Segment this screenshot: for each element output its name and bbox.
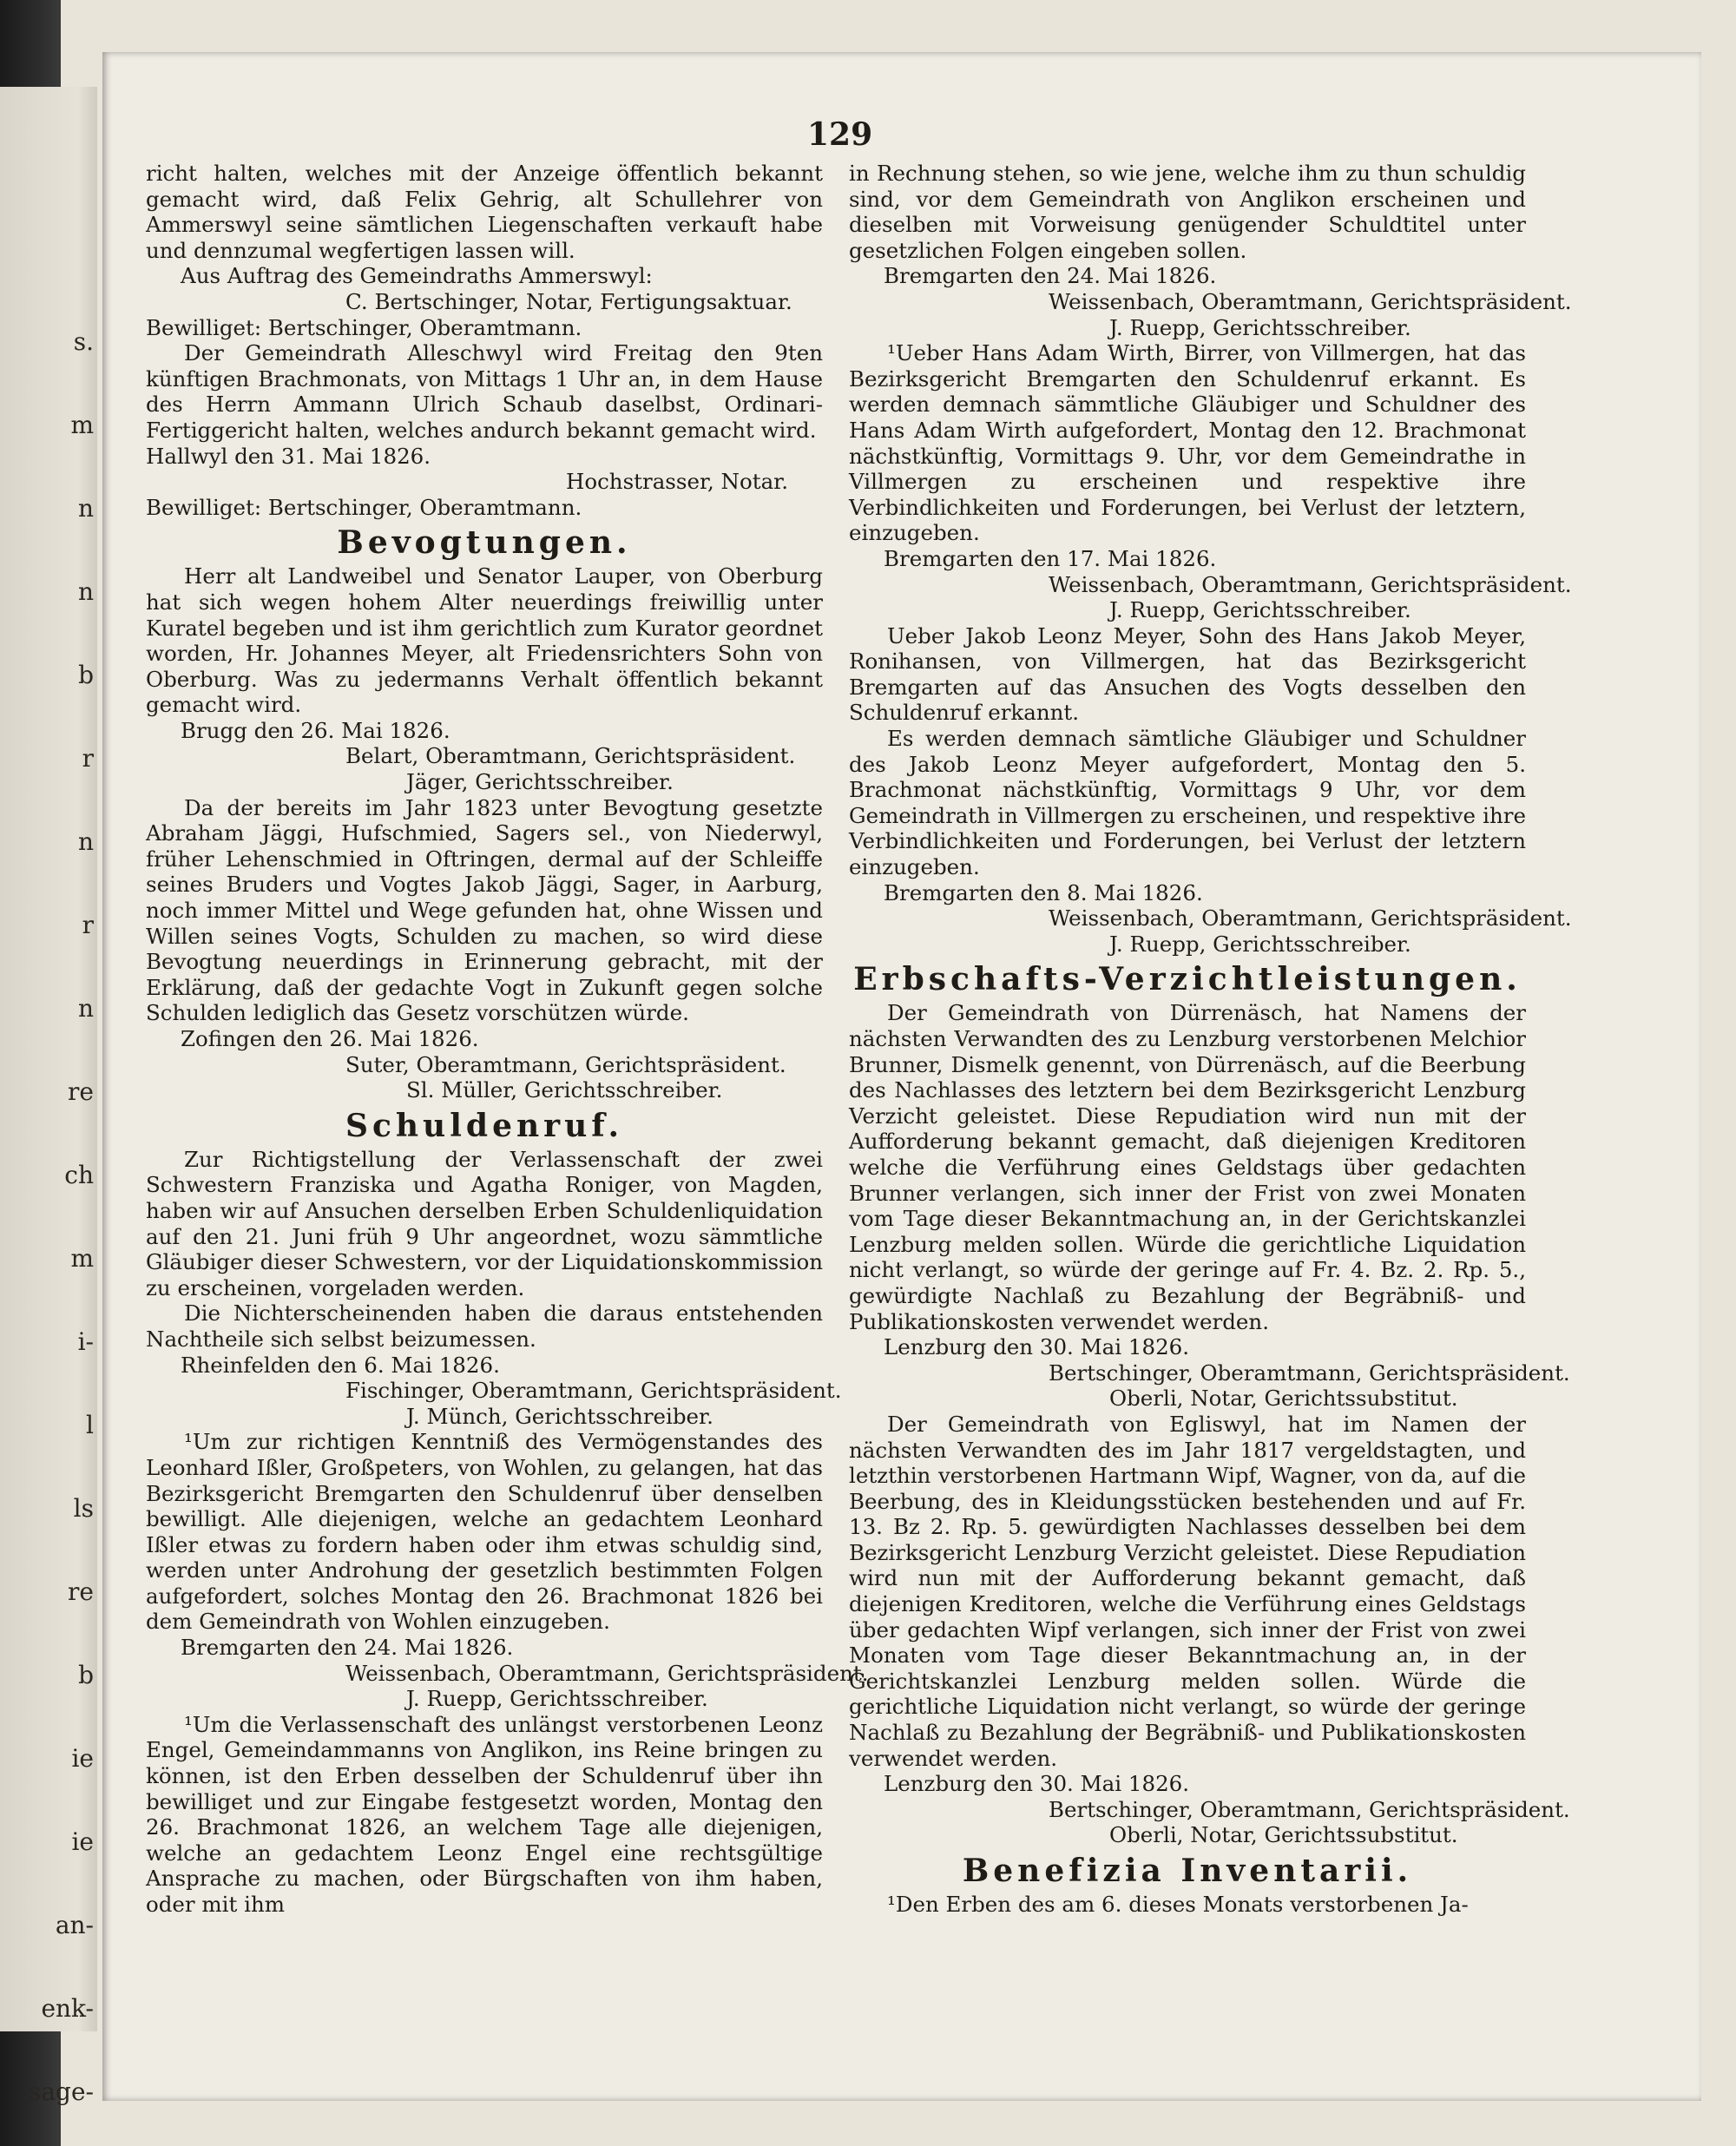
previous-page-fragment: n: [77, 827, 94, 856]
signature-line: Suter, Oberamtmann, Gerichtspräsident.: [345, 1051, 786, 1077]
place-date-line: Zofingen den 26. Mai 1826.: [181, 1026, 479, 1051]
signature-line: Bertschinger, Oberamtmann, Gerichtspräsident.: [1049, 1796, 1570, 1822]
previous-page-fragment: ch: [64, 1161, 94, 1189]
place-date-line: Bremgarten den 24. Mai 1826.: [884, 263, 1217, 289]
notice-paragraph: Ueber Jakob Leonz Meyer, Sohn des Hans Jakob Meyer, Ronihansen, von Villmergen, hat das Bezirksgericht Bremgarten auf das Ansuchen des Vogts desselben den Schuldenruf erkannt.: [849, 622, 1526, 726]
approval-line: Bewilliget: Bertschinger, Oberamtmann.: [146, 494, 582, 520]
notice-paragraph: ¹Ueber Hans Adam Wirth, Birrer, von Villmergen, hat das Bezirksgericht Bremgarten den Schuldenruf erkannt. Es werden demnach sämmtliche Gläubiger und Schuldner des Hans Adam Wirth aufgefordert, Montag den 12. Brachmonat nächstkünftig, Vormittags 9. Uhr, vor dem Gemeindrathe in Villmergen zu erscheinen und respektive ihre Verbindlichkeiten und Forderungen, bei Verlust der letztern, einzugeben.: [849, 340, 1526, 546]
section-heading-schuldenruf: Schuldenruf.: [345, 1107, 624, 1144]
left-column: [146, 161, 869, 1918]
notice-paragraph: Der Gemeindrath von Egliswyl, hat im Namen der nächsten Verwandten des im Jahr 1817 vergeldstagten, und letzthin verstorbenen Hartmann Wipf, Wagner, von da, auf die Beerbung, des in Kleidungsstücken bestehenden und auf Fr. 13. Bz 2. Rp. 5. gewürdigten Nachlasses desselben bei dem Bezirksgericht Lenzburg Verzicht geleistet. Diese Repudiation wird nun mit der Aufforderung bekannt gemacht, daß diejenigen Kreditoren, welche die Verführung eines Geldstags über gedachten Wipf verlangen, sich inner der Frist von zwei Monaten vom Tage dieser Bekanntmachung an, in der Gerichtskanzlei Lenzburg melden sollen. Würde die gerichtliche Liquidation nicht verlangt, so würde der geringe Nachlaß zu Bezahlung der Begräbniß- und Publikationskosten verwendet werden.: [849, 1411, 1526, 1771]
section-heading-benefizia: Benefizia Inventarii.: [962, 1853, 1413, 1889]
signature-line: Fischinger, Oberamtmann, Gerichtspräsident.: [345, 1378, 842, 1404]
place-date-line: Lenzburg den 30. Mai 1826.: [884, 1771, 1190, 1797]
signature-line: J. Münch, Gerichtsschreiber.: [406, 1403, 713, 1429]
previous-page-fragment: l: [86, 1411, 94, 1439]
previous-page-fragment: b: [78, 661, 94, 689]
signature-line: Bertschinger, Oberamtmann, Gerichtspräsident.: [1049, 1359, 1570, 1386]
signature-line: C. Bertschinger, Notar, Fertigungsaktuar.: [345, 288, 792, 314]
signature-line: J. Ruepp, Gerichtsschreiber.: [1109, 314, 1411, 340]
signature-line: Weissenbach, Oberamtmann, Gerichtspräsident.: [1049, 905, 1572, 931]
place-date-line: Bremgarten den 24. Mai 1826.: [181, 1635, 514, 1661]
signature-line: Weissenbach, Oberamtmann, Gerichtspräsident.: [345, 1660, 869, 1686]
place-date-line: Bremgarten den 8. Mai 1826.: [884, 879, 1203, 905]
previous-page-fragment: sage-: [28, 2077, 94, 2106]
previous-page-fragment: m: [70, 1244, 94, 1273]
notice-paragraph: Es werden demnach sämtliche Gläubiger und Schuldner des Jakob Leonz Meyer aufgefordert, Montag den 5. Brachmonat nächstkünftig, Vormittags 9 Uhr, vor dem Gemeindrath in Villmergen zu erscheinen, und respektive ihre Verbindlichkeiten und Forderungen, bei Verlust der letztern einzugeben.: [849, 726, 1526, 880]
signature-line: Oberli, Notar, Gerichtssubstitut.: [1109, 1386, 1458, 1412]
notice-paragraph: Herr alt Landweibel und Senator Lauper, von Oberburg hat sich wegen hohem Alter neuerdings freiwillig unter Kuratel begeben und ist ihm gerichtlich zum Kurator geordnet worden, Hr. Johannes Meyer, alt Friedensrichters Sohn von Oberburg. Was zu jedermanns Verhalt öffentlich bekannt gemacht wird.: [146, 563, 823, 718]
notice-paragraph: Da der bereits im Jahr 1823 unter Bevogtung gesetzte Abraham Jäggi, Hufschmied, Sagers sel., von Niederwyl, früher Lehenschmied in Oftringen, dermal auf der Schleiffe seines Bruders und Vogtes Jakob Jäggi, Sager, in Aarburg, noch immer Mittel und Wege gefunden hat, ohne Wissen und Willen seines Vogts, Schulden zu machen, so wird diese Bevogtung neuerdings in Erinnerung gebracht, mit der Erklärung, daß der gedachte Vogt in Zukunft gegen solche Schulden lediglich das Gesetz vorschützen würde.: [146, 794, 823, 1026]
notice-paragraph: ¹Um zur richtigen Kenntniß des Vermögenstandes des Leonhard Ißler, Großpeters, von Wohlen, zu gelangen, hat das Bezirksgericht Bremgarten den Schuldenruf über denselben bewilligt. Alle diejenigen, welche an gedachtem Leonhard Ißler etwas zu fordern haben oder ihm etwas schuldig sind, werden unter Androhung der gesetzlich bestimmten Folgen aufgefordert, solches Montag den 26. Brachmonat 1826 bei dem Gemeindrath von Wohlen einzugeben.: [146, 1429, 823, 1635]
signature-line: Jäger, Gerichtsschreiber.: [406, 769, 674, 795]
previous-page-fragment: enk-: [41, 1994, 94, 2023]
previous-page-fragment: n: [77, 577, 94, 606]
place-date-line: Lenzburg den 30. Mai 1826.: [884, 1334, 1190, 1360]
previous-page-edge: [0, 87, 97, 2106]
signature-line: J. Ruepp, Gerichtsschreiber.: [1109, 931, 1411, 957]
previous-page-fragment: i-: [77, 1327, 94, 1356]
section-heading-erbschafts: Erbschafts-Verzichtleistungen.: [853, 961, 1522, 998]
signature-line: Weissenbach, Oberamtmann, Gerichtspräsident.: [1049, 571, 1572, 597]
previous-page-fragment: re: [68, 1577, 94, 1606]
notice-paragraph: Der Gemeindrath Alleschwyl wird Freitag den 9ten künftigen Brachmonats, von Mittags 1 Uhr an, in dem Hause des Herrn Ammann Ulrich Schaub daselbst, Ordinari-Fertiggericht halten, welches andurch bekannt gemacht wird.: [146, 340, 823, 443]
previous-page-fragment: an-: [55, 1911, 94, 1939]
previous-page-fragment: b: [78, 1661, 94, 1689]
page-number: 129: [807, 116, 873, 153]
section-heading-bevogtungen: Bevogtungen.: [337, 524, 632, 562]
notice-paragraph: Der Gemeindrath von Dürrenäsch, hat Namens der nächsten Verwandten des zu Lenzburg verstorbenen Melchior Brunner, Dismelk genennt, von Dürrenäsch, auf die Beerbung des Nachlasses des letztern bei dem Bezirksgericht Lenzburg Verzicht geleistet. Diese Repudiation wird nun mit der Aufforderung bekannt gemacht, daß diejenigen Kreditoren welche die Verführung eines Geldstags über gedachten Brunner verlangen, sich inner der Frist von zwei Monaten vom Tage dieser Bekanntmachung an, in der Gerichtskanzlei Lenzburg melden sollen. Würde die gerichtliche Liquidation nicht verlangt, so würde der geringe auf Fr. 4. Bz. 2. Rp. 5., gewürdigte Nachlaß zu Bezahlung der Begräbniß- und Publikationskosten verwendet werden.: [849, 1000, 1526, 1334]
signature-line: Weissenbach, Oberamtmann, Gerichtspräsident.: [1049, 288, 1572, 314]
place-date-line: Hallwyl den 31. Mai 1826.: [146, 443, 431, 469]
notice-paragraph: Zur Richtigstellung der Verlassenschaft der zwei Schwestern Franziska und Agatha Roniger, von Magden, haben wir auf Ansuchen derselben Erben Schuldenliquidation auf den 21. Juni früh 9 Uhr angeordnet, wozu sämmtliche Gläubiger dieser Schwestern, vor der Liquidationskommission zu erscheinen, vorgeladen werden.: [146, 1146, 823, 1300]
notice-paragraph: in Rechnung stehen, so wie jene, welche ihm zu thun schuldig sind, vor dem Gemeindrath von Anglikon erscheinen und dieselben mit Vorweisung genügender Schuldtitel unter gesetzlichen Folgen eingeben sollen.: [849, 161, 1526, 263]
signature-line: Sl. Müller, Gerichtsschreiber.: [406, 1077, 723, 1103]
previous-page-fragment: ls: [73, 1494, 94, 1523]
previous-page-fragment: s.: [73, 327, 94, 356]
notice-paragraph: Die Nichterscheinenden haben die daraus entstehenden Nachtheile sich selbst beizumessen.: [146, 1300, 823, 1352]
previous-page-fragment: re: [68, 1077, 94, 1106]
previous-page-fragment: m: [70, 411, 94, 439]
signature-line: Oberli, Notar, Gerichtssubstitut.: [1109, 1822, 1458, 1848]
approval-line: Bewilliget: Bertschinger, Oberamtmann.: [146, 314, 582, 340]
place-date-line: Rheinfelden den 6. Mai 1826.: [181, 1352, 500, 1378]
notice-paragraph: ¹Um die Verlassenschaft des unlängst verstorbenen Leonz Engel, Gemeindammanns von Anglikon, ins Reine bringen zu können, ist den Erben desselben der Schuldenruf über ihn bewilliget und zur Eingabe festgesetzt worden, Montag den 26. Brachmonat 1826, an welchem Tage alle diejenigen, welche an gedachtem Leonz Engel eine rechtsgültige Ansprache zu machen, oder Bürgschaften von ihm haben, oder mit ihm: [146, 1711, 823, 1917]
previous-page-fragment: r: [82, 911, 94, 939]
previous-page-fragment: ie: [71, 1744, 94, 1773]
right-column: [849, 161, 1572, 1918]
previous-page-fragment: n: [77, 494, 94, 523]
previous-page-fragment: r: [82, 744, 94, 773]
place-date-line: Bremgarten den 17. Mai 1826.: [884, 545, 1217, 571]
notice-paragraph: richt halten, welches mit der Anzeige öffentlich bekannt gemacht wird, daß Felix Gehrig, alt Schullehrer von Ammerswyl seine sämtlichen Liegenschaften verkauft habe und dennzumal wegfertigen lassen will.: [146, 161, 823, 263]
signature-line: J. Ruepp, Gerichtsschreiber.: [406, 1686, 708, 1712]
signature-line: Belart, Oberamtmann, Gerichtspräsident.: [345, 743, 796, 769]
notice-paragraph: ¹Den Erben des am 6. dieses Monats verstorbenen Ja-: [887, 1892, 1469, 1917]
place-date-line: Brugg den 26. Mai 1826.: [181, 717, 450, 743]
order-line: Aus Auftrag des Gemeindraths Ammerswyl:: [181, 263, 653, 289]
previous-page-fragment: ie: [71, 1827, 94, 1856]
signature-line: J. Ruepp, Gerichtsschreiber.: [1109, 597, 1411, 623]
signature-line: Hochstrasser, Notar.: [565, 469, 788, 495]
previous-page-fragment: n: [77, 994, 94, 1023]
